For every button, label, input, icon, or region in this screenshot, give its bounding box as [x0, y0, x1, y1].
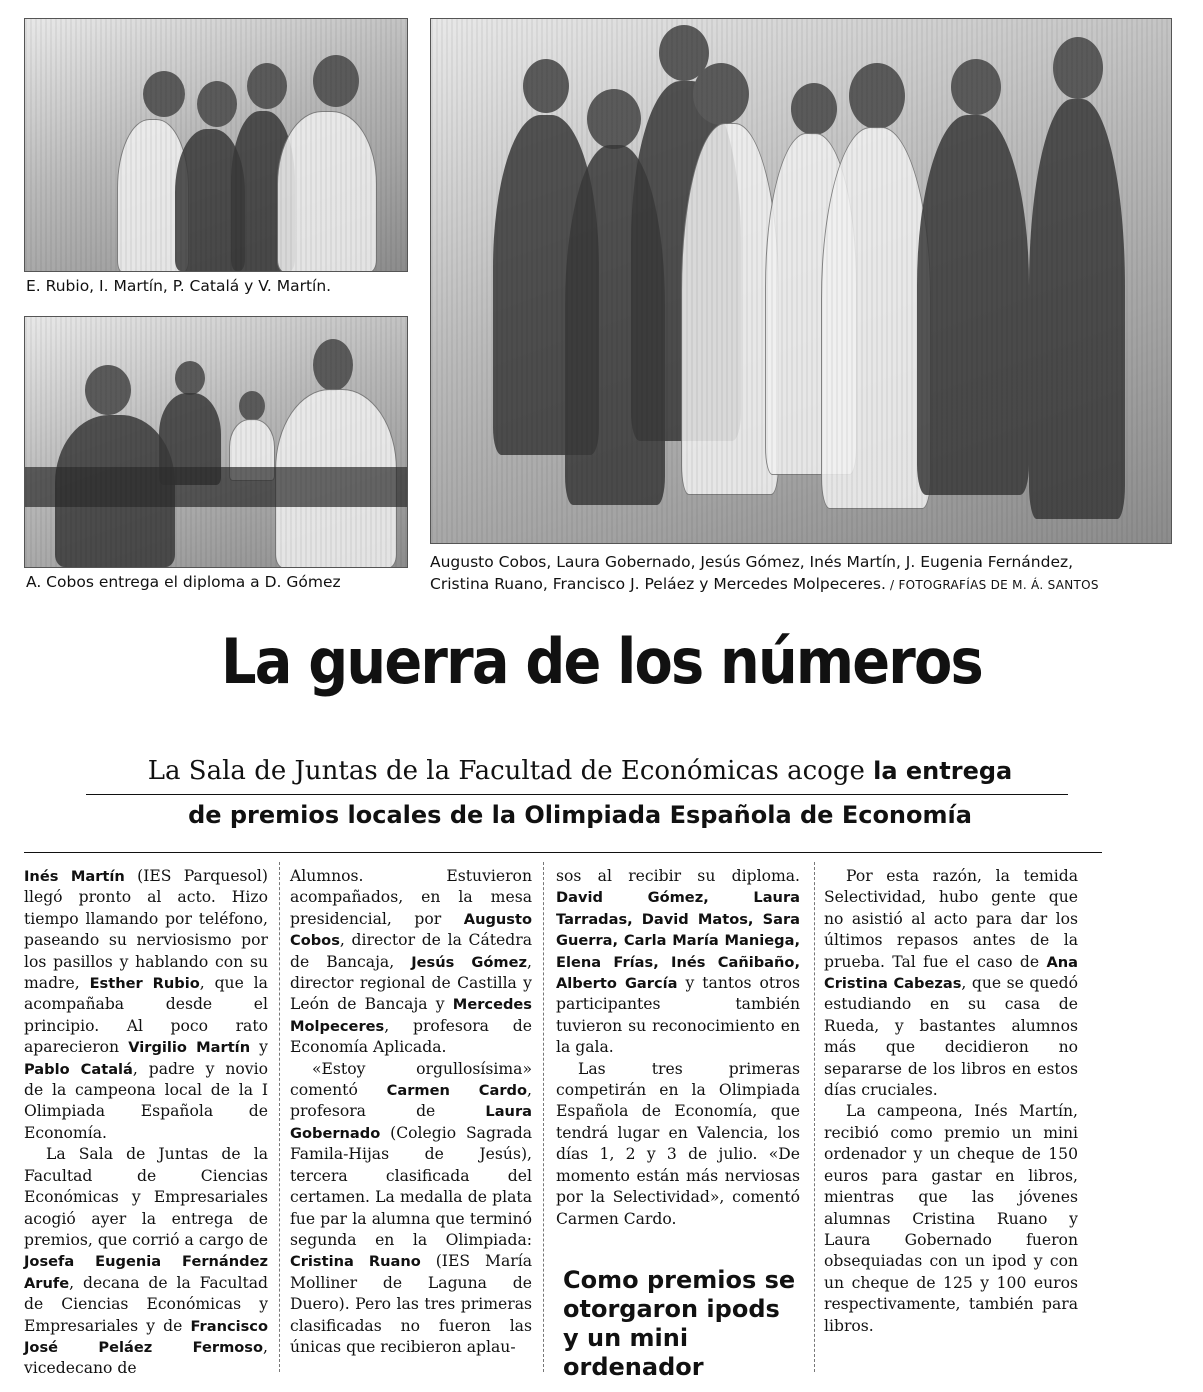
subhead-line2-bold: de premios locales de la Olimpiada Española de Economía: [188, 801, 972, 829]
name-pablo-catala: Pablo Catalá: [24, 1060, 133, 1078]
text: y: [250, 1038, 268, 1057]
caption-main-line1: Augusto Cobos, Laura Gobernado, Jesús Gómez, Inés Martín, J. Eugenia Fernández,: [430, 553, 1074, 571]
text: sos al recibir su diploma.: [556, 867, 800, 885]
text: , profesora de Economía Aplicada.: [290, 1016, 532, 1057]
text: , vicedecano de: [24, 1337, 268, 1378]
text: y tantos otros participantes también tuvieron su reconocimiento en la gala.: [556, 974, 800, 1057]
text: , padre y novio de la campeona local de la I Olimpiada Española de Economía.: [24, 1059, 268, 1142]
name-laura-gobernado: Laura Gobernado: [290, 1103, 532, 1142]
text: La Sala de Juntas de la Facultad de Ciencias Económicas y Empresariales acogió ayer la entrega de premios, que corrió a cargo de: [24, 1145, 268, 1249]
text: (IES María Molliner de Laguna de Duero). Pero las tres primeras clasificadas no fueron las únicas que recibieron aplau-: [290, 1252, 532, 1356]
col1-paragraph-2: [24, 1144, 268, 1379]
text: , profesora de: [290, 1081, 533, 1121]
subhead-line1-bold: la entrega: [873, 757, 1013, 785]
col4-paragraph-1: [824, 866, 1078, 1101]
article-column-3: [556, 866, 800, 1230]
subhead-line1-plain: La Sala de Juntas de la Facultad de Económicas acoge: [147, 756, 874, 786]
pull-quote: Como premios se otorgaron ipods y un mini ordenador: [563, 1266, 796, 1381]
body-top-divider: [24, 852, 1102, 853]
caption-top-left: E. Rubio, I. Martín, P. Catalá y V. Martín.: [26, 277, 332, 295]
col3-paragraph-1: [556, 866, 800, 1059]
name-josefa-fernandez: Josefa Eugenia Fernández Arufe: [24, 1253, 268, 1292]
name-mercedes-molpeceres: Mercedes Molpeceres: [290, 996, 532, 1035]
subhead-line2: [80, 796, 1080, 834]
col2-paragraph-1: [290, 866, 532, 1059]
name-virgilio-martin: Virgilio Martín: [128, 1039, 251, 1057]
photo-diploma-handover: [24, 316, 408, 568]
text: , que se quedó estudiando en su casa de Rueda, y bastantes alumnos más que decidieron no separarse de los libros en estos días cruciales.: [824, 974, 1079, 1100]
caption-bottom-left: A. Cobos entrega el diploma a D. Gómez: [26, 573, 341, 591]
col2-paragraph-2: [290, 1059, 532, 1359]
name-ana-cristina-cabezas: Ana Cristina Cabezas: [824, 953, 1078, 993]
name-esther-rubio: Esther Rubio: [89, 975, 200, 993]
name-ines-martin: Inés Martín: [24, 868, 125, 885]
text: , director de la Cátedra de Bancaja,: [290, 931, 532, 971]
col3-paragraph-2: [556, 1059, 800, 1230]
name-jesus-gomez: Jesús Gómez: [411, 953, 528, 971]
caption-main-line2: [430, 574, 1099, 596]
text: , decana de la Facultad de Ciencias Económicas y Empresariales y de: [24, 1273, 268, 1335]
name-augusto-cobos: Augusto Cobos: [290, 910, 532, 950]
caption-main-names: Cristina Ruano, Francisco J. Peláez y Mercedes Molpeceres.: [430, 575, 886, 593]
article-column-1: [24, 866, 268, 1380]
name-francisco-pelaez: Francisco José Peláez Fermoso: [24, 1317, 268, 1356]
column-divider-1: [279, 862, 280, 1372]
name-cristina-ruano: Cristina Ruano: [290, 1253, 421, 1271]
subhead-divider: [86, 794, 1068, 795]
column-divider-2: [543, 862, 544, 1372]
article-column-4: [824, 866, 1078, 1337]
text: Por esta razón, la temida Selectividad, hubo gente que no asistió al acto para dar los últimos repasos antes de la prueba. Tal fue el caso de: [824, 867, 1078, 971]
column-divider-3: [814, 862, 815, 1372]
name-carmen-cardo: Carmen Cardo: [386, 1082, 528, 1100]
subhead-line1: [80, 752, 1080, 790]
text: La campeona, Inés Martín, recibió como premio un mini ordenador y un cheque de 150 euros para gastar en libros, mientras que las jóvenes alumnas Cristina Ruano y Laura Gobernado fueron obsequiadas con un ipod y con un cheque de 125 y 100 euros respectivamente, también para libros.: [824, 1102, 1078, 1335]
col4-paragraph-2: [824, 1101, 1078, 1336]
text: (Colegio Sagrada Famila-Hijas de Jesús), tercera clasificada del certamen. La medalla de plata fue par la alumna que terminó segunda en la Olimpiada:: [290, 1123, 532, 1249]
text: , director regional de Castilla y León de Bancaja y: [290, 952, 532, 1014]
headline: La guerra de los números: [221, 625, 982, 698]
participant-names: David Gómez, Laura Tarradas, David Matos, Sara Guerra, Carla María Maniega, Elena Frías, Inés Cañibaño, Alberto García: [556, 889, 800, 993]
photo-award-winners: [430, 18, 1172, 544]
text: Alumnos. Estuvieron acompañados, en la mesa presidencial, por: [290, 867, 532, 928]
text: «Estoy orgullosísima» comentó: [290, 1059, 532, 1100]
photo-family-group: [24, 18, 408, 272]
photo-credit: / FOTOGRAFÍAS DE M. Á. SANTOS: [885, 578, 1099, 592]
article-column-2: [290, 866, 532, 1358]
col1-paragraph-1: [24, 866, 268, 1144]
text: Las tres primeras competirán en la Olimpiada Española de Economía, que tendrá lugar en Valencia, los días 1, 2 y 3 de julio. «De momento están más nerviosas por la Selectividad», comentó Carmen Cardo.: [556, 1059, 800, 1228]
text: (IES Parquesol) llegó pronto al acto. Hizo tiempo llamando por teléfono, paseando su nerviosismo por los pasillos y hablando con su madre,: [24, 867, 269, 993]
text: , que la acompañaba desde el principio. Al poco rato aparecieron: [24, 974, 268, 1057]
